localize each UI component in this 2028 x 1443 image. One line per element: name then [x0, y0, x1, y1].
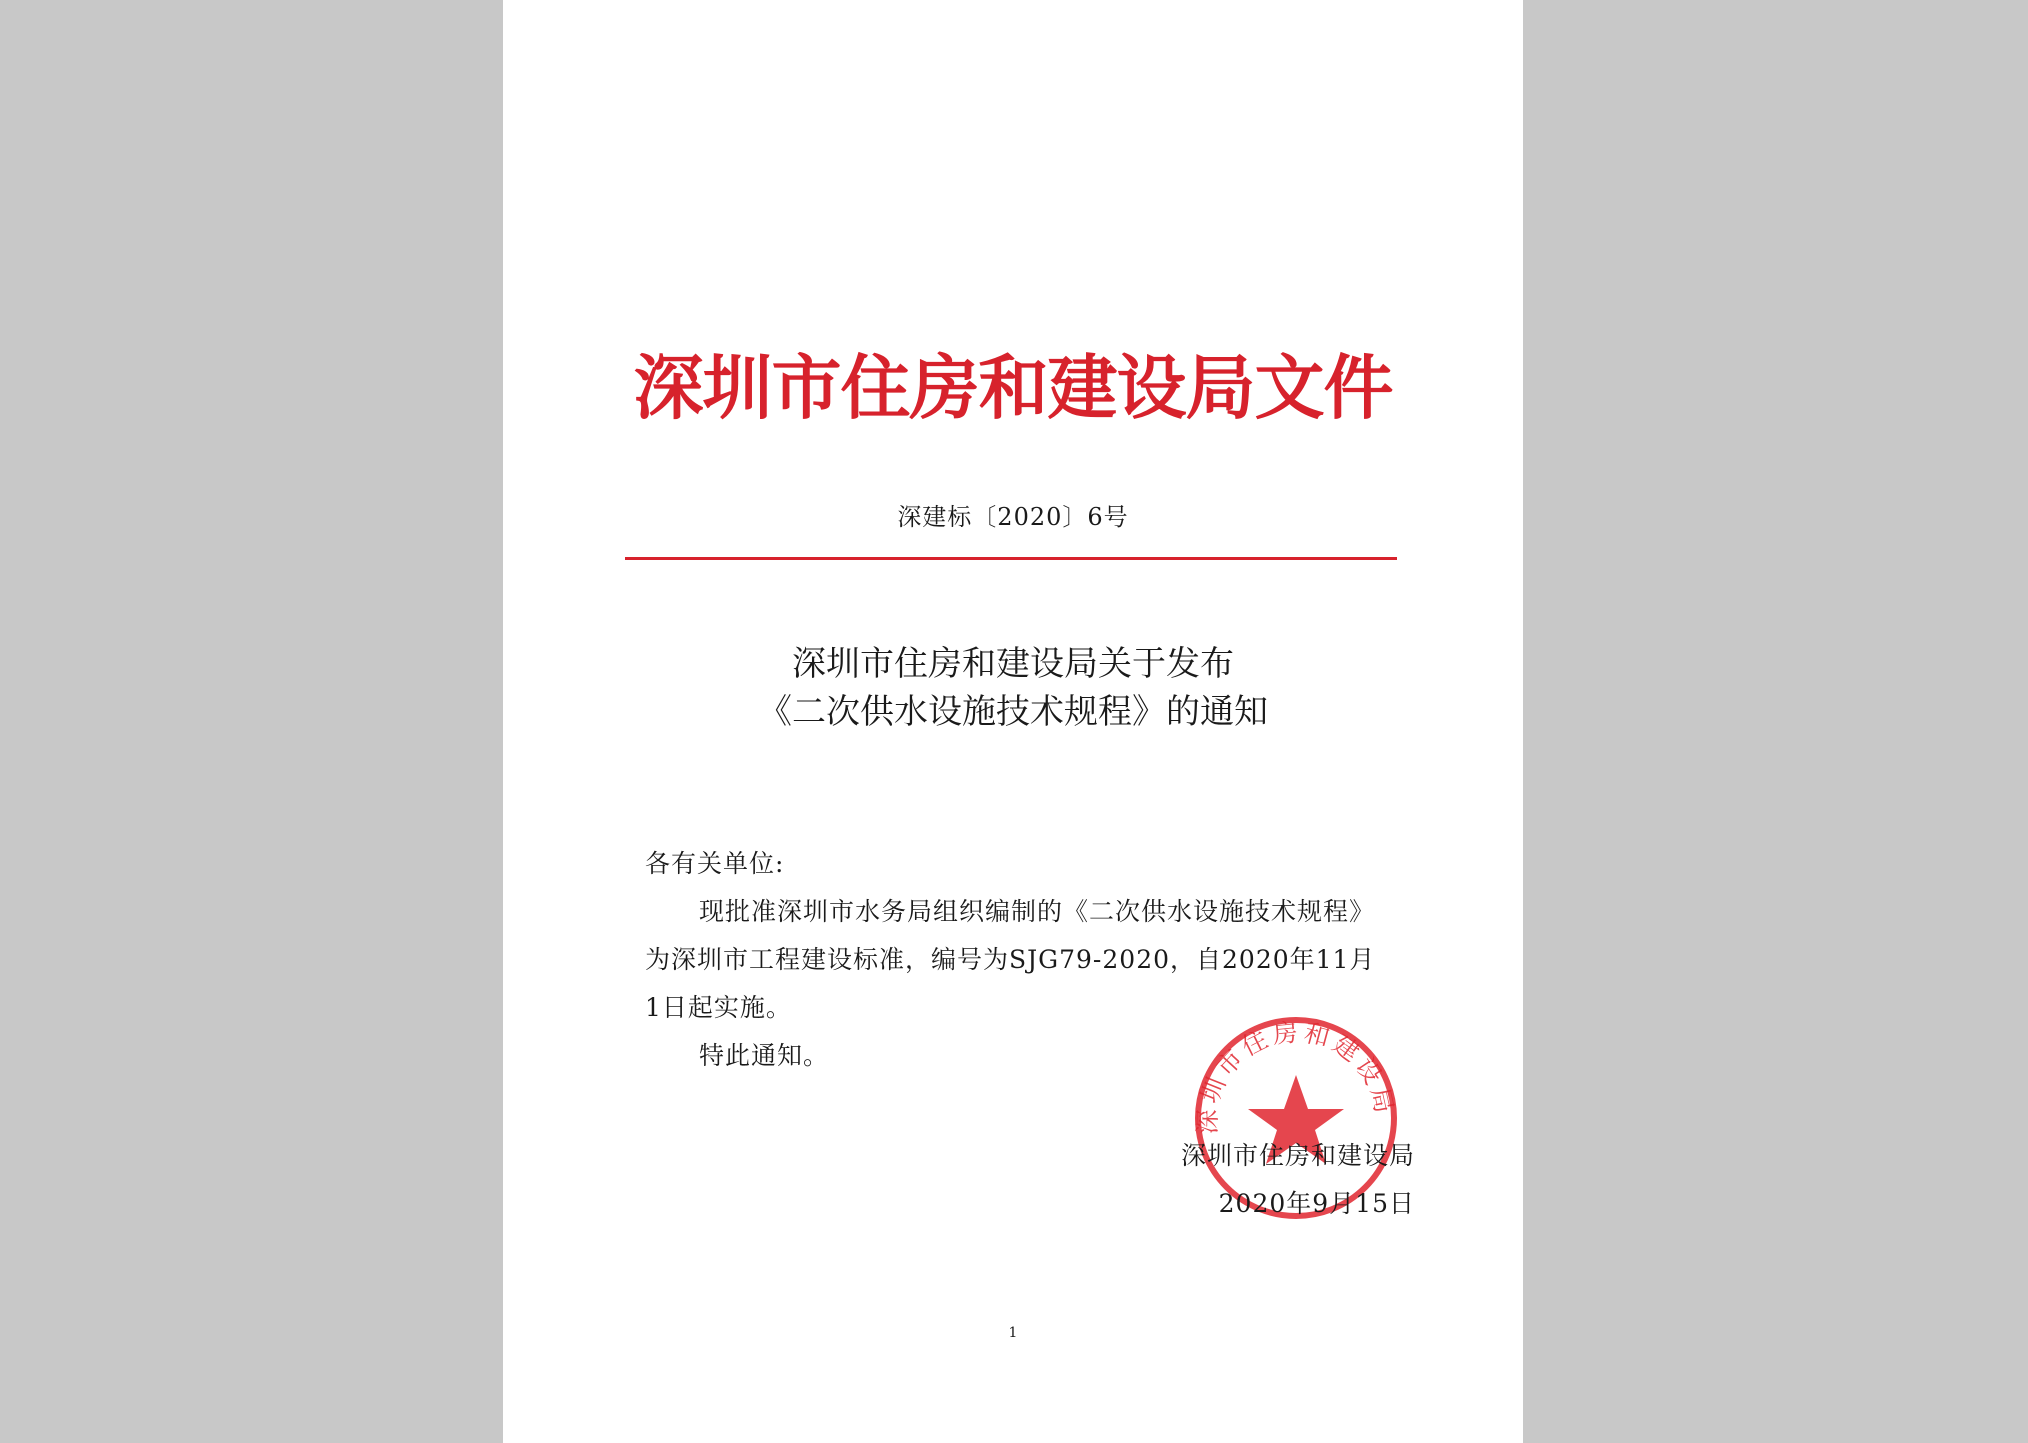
body-line-3: 1日起实施。: [645, 993, 792, 1022]
page-number: 1: [1008, 1325, 1018, 1341]
notice-title: [503, 640, 1523, 736]
document-header: 深圳市住房和建设局文件: [633, 347, 1393, 429]
notice-title-line-1: 深圳市住房和建设局关于发布: [792, 644, 1234, 684]
salutation: 各有关单位:: [645, 849, 785, 878]
closing-remark: 特此通知。: [699, 1041, 830, 1070]
issuer-name: 深圳市住房和建设局: [1180, 1141, 1415, 1170]
document-number: 深建标〔2020〕6号: [897, 503, 1129, 531]
document-page: [503, 0, 1523, 1443]
notice-title-line-2: 《二次供水设施技术规程》的通知: [758, 692, 1268, 732]
body-line-2: 为深圳市工程建设标准，编号为SJG79-2020，自2020年11月: [645, 945, 1376, 974]
seal-text: 深圳市住房和建设局: [1192, 1017, 1400, 1135]
signature-block: [1063, 1132, 1415, 1228]
body-line-1: 现批准深圳市水务局组织编制的《二次供水设施技术规程》: [699, 897, 1376, 926]
issue-date: 2020年9月15日: [1218, 1189, 1415, 1218]
header-divider: [625, 557, 1397, 560]
